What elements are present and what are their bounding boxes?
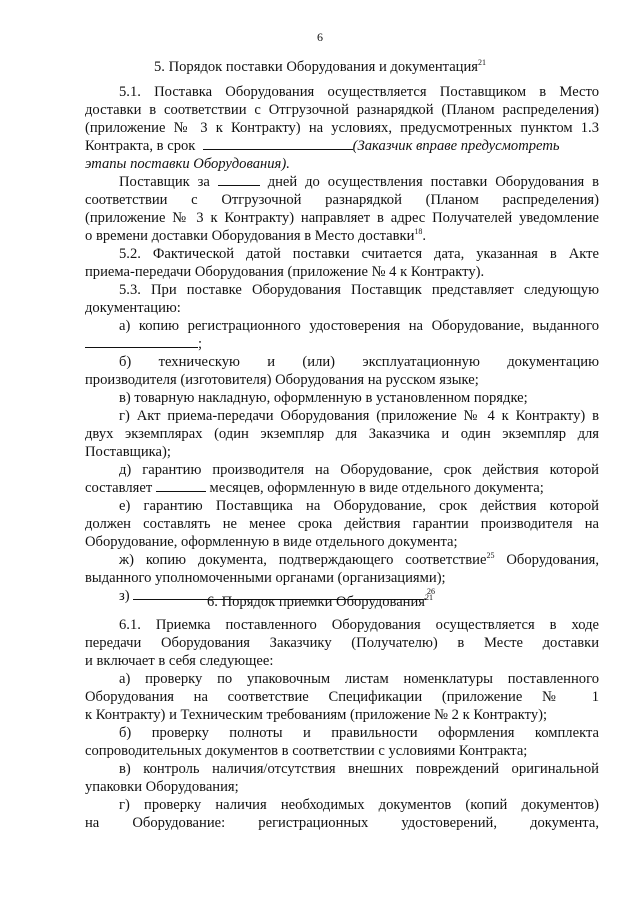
footnote-ref: 25 (486, 551, 495, 561)
list-item-line: б) проверку полноты и правильности оформления комплекта (119, 725, 599, 741)
footnote-ref: 26 (426, 587, 435, 597)
list-item-line: з) .$^{26}$ (119, 587, 435, 604)
list-item-line: Оборудования на соответствие Спецификации (приложение № 1 (85, 689, 599, 705)
list-item-line: г) Акт приема-передачи Оборудования (приложение № 4 к Контракту) в (119, 408, 599, 424)
paragraph-line: этапы поставки Оборудования). (85, 156, 290, 172)
list-item-line: ; (85, 335, 599, 353)
paragraph-line: и включает в себя следующее: (85, 653, 274, 669)
paragraph-line: 6.1. Приемка поставленного Оборудования осуществляется в ходе (119, 617, 599, 633)
list-item-line: Поставщика); (85, 444, 171, 460)
fill-blank (203, 137, 353, 150)
page-number: 6 (317, 30, 323, 44)
paragraph-line: (приложение № 3 к Контракту) направляет в адрес Получателей уведомление (85, 210, 599, 226)
paragraph-line: 5.1. Поставка Оборудования осуществляется Поставщиком в Место (119, 84, 599, 100)
list-item-line: в) контроль наличия/отсутствия внешних повреждений оригинальной (119, 761, 599, 777)
list-item-line: д) гарантию производителя на Оборудование, срок действия которой (119, 462, 599, 478)
list-item-line: выданного уполномоченными органами (организациями); (85, 570, 446, 586)
paragraph-line: передачи Оборудования Заказчику (Получателю) в Месте доставки (85, 635, 599, 651)
list-item-line: на Оборудование: регистрационных удостоверений, документа, (85, 815, 599, 831)
paragraph-line: Поставщик за дней до осуществления поставки Оборудования в (119, 174, 599, 190)
paragraph-line: 5.2. Фактической датой поставки считается дата, указанная в Акте (119, 246, 599, 262)
list-item-line: в) товарную накладную, оформленную в установленном порядке; (119, 390, 528, 406)
list-item-line: е) гарантию Поставщика на Оборудование, срок действия которой (119, 498, 599, 514)
list-item-line: упаковки Оборудования; (85, 779, 239, 795)
footnote-ref: 21 (425, 593, 434, 603)
list-item-line: а) копию регистрационного удостоверения на Оборудование, выданного (119, 318, 599, 334)
section-6-title: 6. Порядок приемки Оборудования$^{21}$ (206, 593, 434, 610)
fill-blank (218, 173, 260, 186)
list-item-line: двух экземплярах (один экземпляр для Заказчика и один экземпляр для (85, 426, 599, 442)
paragraph-line: 5.3. При поставке Оборудования Поставщик представляет следующую (119, 282, 599, 298)
list-item-line: составляет месяцев, оформленную в виде отдельного документа; (85, 480, 544, 496)
list-item-line: Оборудование, оформленную в виде отдельного документа; (85, 534, 458, 550)
fill-blank (85, 335, 198, 348)
list-item-line: а) проверку по упаковочным листам номенклатуры поставленного (119, 671, 599, 687)
paragraph-line: соответствии с Отгрузочной разнарядкой (Планом распределения) (85, 192, 599, 208)
list-item-line: сопроводительных документов в соответствии с условиями Контракта; (85, 743, 528, 759)
list-item-line: ж) копию документа, подтверждающего соответствие$^{25}$ Оборудования, (119, 551, 599, 568)
paragraph-line: о времени доставки Оборудования в Место доставки$^{18}$. (85, 227, 427, 244)
paragraph-line: (приложение № 3 к Контракту) на условиях, предусмотренных пунктом 1.3 (85, 120, 599, 136)
footnote-ref: 21 (478, 58, 486, 68)
list-item-line: б) техническую и (или) эксплуатационную документацию (119, 354, 599, 370)
paragraph-line: доставки в соответствии с Отгрузочной разнарядкой (Планом распределения) (85, 102, 599, 118)
paragraph-line: Контракта, в срок (Заказчик вправе предусмотреть (85, 138, 560, 154)
paragraph-line: приема-передачи Оборудования (приложение № 4 к Контракту). (85, 264, 485, 280)
list-item-line: должен составлять не менее срока действия гарантии производителя на (85, 516, 599, 532)
list-item-line: к Контракту) и Техническим требованиям (приложение № 2 к Контракту); (85, 707, 548, 723)
list-item-line: производителя (изготовителя) Оборудования на русском языке; (85, 372, 479, 388)
fill-blank (156, 479, 206, 492)
footnote-ref: 18 (414, 227, 423, 237)
list-item-line: г) проверку наличия необходимых документов (копий документов) (119, 797, 599, 813)
paragraph-line: документацию: (85, 300, 181, 316)
section-5-title: 5. Порядок поставки Оборудования и документация$^{21}$ (154, 58, 486, 75)
